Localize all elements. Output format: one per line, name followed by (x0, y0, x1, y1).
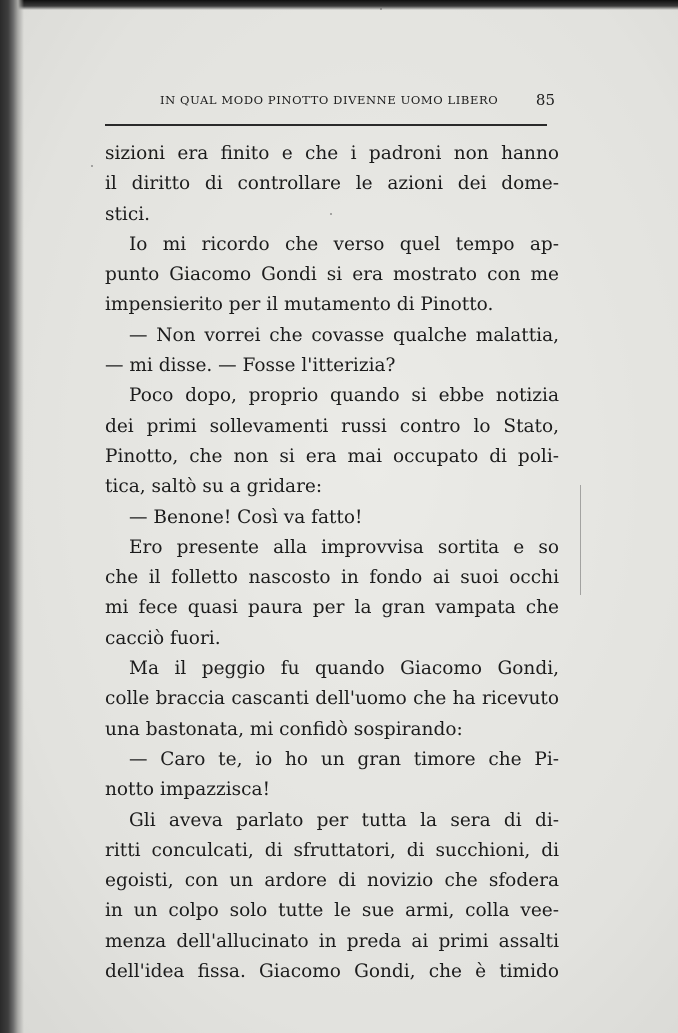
text-line: cacciò fuori. (105, 627, 221, 649)
text-line: impensierito per il mutamento di Pinotto. (105, 294, 494, 316)
text-line: sizioni era finito e che i padroni non hanno (105, 143, 559, 164)
text-line: — Benone! Così va fatto! (129, 506, 363, 528)
text-line: — Caro te, io ho un gran timore che Pi- (129, 748, 559, 770)
text-line: tica, saltò su a gridare: (105, 476, 323, 498)
text-line: — Non vorrei che covasse qualche malattia, (129, 324, 559, 346)
text-line: dell'idea fissa. Giacomo Gondi, che è timido (105, 961, 559, 983)
text-line: egoisti, con un ardore di novizio che sfodera (105, 870, 559, 892)
text-line: menza dell'allucinato in preda ai primi assalti (105, 930, 559, 952)
text-line: punto Giacomo Gondi si era mostrato con me (105, 264, 559, 286)
text-line: stici. (105, 203, 151, 225)
text-line: Pinotto, che non si era mai occupato di poli- (105, 445, 559, 467)
dust-speck (380, 8, 382, 10)
text-line: in un colpo solo tutte le sue armi, colla vee- (105, 900, 559, 922)
text-line: Ma il peggio fu quando Giacomo Gondi, (129, 658, 559, 680)
header-rule (105, 124, 547, 126)
running-head (110, 91, 555, 113)
text-line: Gli aveva parlato per tutta la sera di di- (129, 809, 559, 831)
text-line: Io mi ricordo che verso quel tempo ap- (129, 233, 559, 255)
text-line: il diritto di controllare le azioni dei dome- (105, 173, 559, 195)
text-line: — mi disse. — Fosse l'itterizia? (105, 355, 396, 377)
text-line: dei primi sollevamenti russi contro lo Stato, (105, 415, 559, 437)
text-line: una bastonata, mi confidò sospirando: (105, 718, 463, 740)
text-line: notto impazzisca! (105, 779, 271, 801)
scan-gutter-shadow (0, 0, 24, 1033)
body-text (105, 139, 559, 987)
running-title: IN QUAL MODO PINOTTO DIVENNE UOMO LIBERO (160, 93, 499, 107)
dust-speck (91, 165, 93, 167)
text-line: Poco dopo, proprio quando si ebbe notizia (129, 385, 559, 407)
scan-top-edge (0, 0, 678, 10)
page-number: 85 (535, 91, 555, 109)
dust-speck (330, 213, 332, 215)
text-line: mi fece quasi paura per la gran vampata che (105, 597, 559, 619)
text-line: ritti conculcati, di sfruttatori, di succhioni, di (105, 839, 559, 861)
text-line: Ero presente alla improvvisa sortita e so (129, 536, 559, 558)
text-line: colle braccia cascanti dell'uomo che ha ricevuto (105, 688, 559, 710)
margin-mark (580, 485, 581, 595)
text-line: che il folletto nascosto in fondo ai suoi occhi (105, 567, 559, 589)
